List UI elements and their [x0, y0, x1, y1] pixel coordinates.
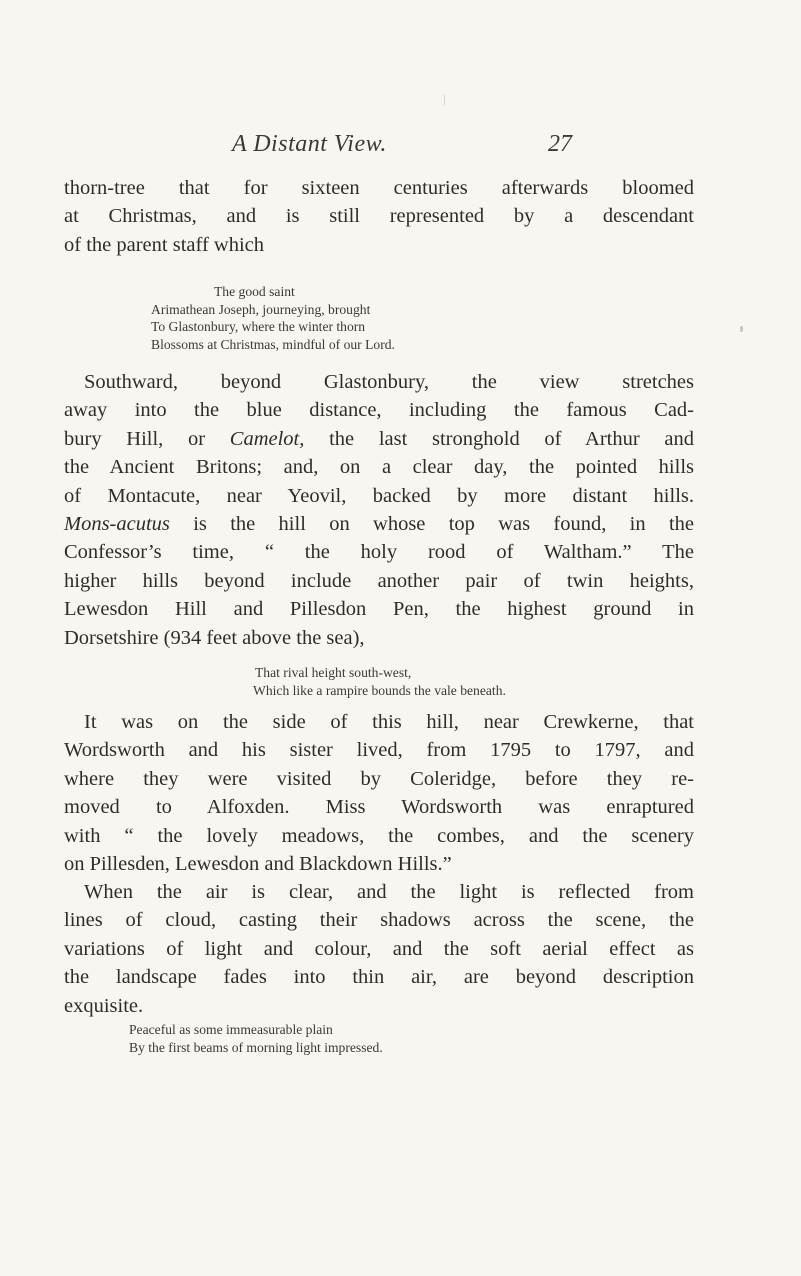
text-line: higher hills beyond include another pair of twin heights, — [64, 569, 694, 592]
running-title: A Distant View. — [232, 131, 387, 157]
paragraph-1 — [64, 174, 694, 259]
text-line: thorn-tree that for sixteen centuries afterwards bloomed — [64, 177, 694, 199]
verse-quotation-3 — [129, 1021, 383, 1056]
text-line: Lewesdon Hill and Pillesdon Pen, the highest ground in — [64, 598, 694, 621]
running-head — [0, 131, 801, 171]
text-line: Confessor’s time, “ the holy rood of Waltham.” The — [64, 541, 694, 564]
verse-line: Arimathean Joseph, journeying, brought — [151, 301, 371, 317]
text-line — [64, 425, 694, 453]
verse-line: By the first beams of morning light impressed. — [129, 1039, 383, 1055]
verse-line: Blossoms at Christmas, mindful of our Lord. — [151, 336, 395, 352]
text-line: on Pillesden, Lewesdon and Blackdown Hills.” — [64, 853, 452, 876]
text-line: Dorsetshire (934 feet above the sea), — [64, 626, 365, 649]
paragraph-3 — [64, 708, 694, 878]
italic-title-camelot: Camelot, — [229, 427, 305, 450]
verse-line: That rival height south-west, — [255, 665, 412, 680]
paper-speck — [740, 326, 743, 332]
text-line: the Ancient Britons; and, on a clear day, the pointed hills — [64, 456, 694, 479]
text-line: of Montacute, near Yeovil, backed by more distant hills. — [64, 484, 694, 507]
page-number: 27 — [548, 131, 572, 157]
verse-quotation-1 — [151, 283, 395, 353]
text-line: with “ the lovely meadows, the combes, and the scenery — [64, 824, 694, 847]
verse-quotation-2 — [255, 664, 506, 699]
text-run: bury Hill, or — [64, 427, 230, 450]
text-line: Southward, beyond Glastonbury, the view stretches — [84, 371, 694, 393]
text-line: where they were visited by Coleridge, before they re- — [64, 767, 694, 790]
text-line: lines of cloud, casting their shadows across the scene, the — [64, 909, 694, 932]
verse-line: The good saint — [214, 284, 295, 299]
text-run: the last stronghold of Arthur and — [304, 427, 694, 450]
text-line: variations of light and colour, and the soft aerial effect as — [64, 937, 694, 960]
text-line: at Christmas, and is still represented by a descendant — [64, 205, 694, 228]
paper-speck — [444, 95, 445, 105]
paragraph-4 — [64, 878, 694, 1020]
text-line: It was on the side of this hill, near Crewkerne, that — [84, 711, 694, 733]
italic-term-mons-acutus: Mons-acutus — [64, 513, 170, 536]
paragraph-2 — [64, 368, 694, 652]
text-line: away into the blue distance, including the famous Cad- — [64, 399, 694, 422]
verse-line: Peaceful as some immeasurable plain — [129, 1022, 333, 1037]
text-line: the landscape fades into thin air, are beyond description — [64, 966, 694, 989]
text-line: exquisite. — [64, 994, 144, 1017]
text-line: of the parent staff which — [64, 233, 264, 256]
text-line: moved to Alfoxden. Miss Wordsworth was enraptured — [64, 796, 694, 819]
text-run: is the hill on whose top was found, in the — [169, 513, 694, 536]
text-line: Wordsworth and his sister lived, from 1795 to 1797, and — [64, 739, 694, 762]
verse-line: Which like a rampire bounds the vale beneath. — [253, 682, 506, 698]
text-line: When the air is clear, and the light is reflected from — [84, 881, 694, 903]
verse-line: To Glastonbury, where the winter thorn — [151, 319, 366, 334]
text-line — [64, 510, 694, 538]
